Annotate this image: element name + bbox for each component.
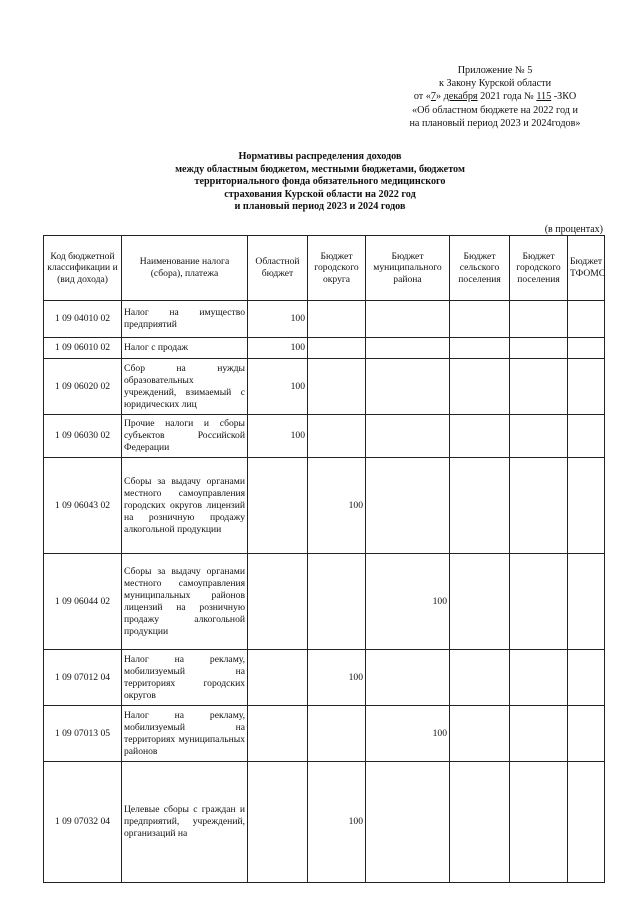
oblast-cell: 100 <box>248 338 308 359</box>
mun-rayon-cell <box>366 415 450 458</box>
tfoms-cell <box>568 762 605 883</box>
annex-header <box>380 64 610 130</box>
tfoms-cell <box>568 301 605 338</box>
code-cell: 1 09 06043 02 <box>44 458 122 554</box>
code-cell: 1 09 06020 02 <box>44 359 122 415</box>
selsk-cell <box>450 338 510 359</box>
gorod-pos-cell <box>510 650 568 706</box>
table-row <box>44 458 605 554</box>
title-line-1: Нормативы распределения доходов <box>238 151 402 162</box>
title-line-2: между областным бюджетом, местными бюджетами, бюджетом <box>175 163 465 175</box>
gor-okrug-cell <box>308 359 366 415</box>
mun-rayon-cell <box>366 338 450 359</box>
table-row <box>44 338 605 359</box>
title-line-4: страхования Курской области на 2022 год <box>224 188 416 200</box>
tfoms-cell <box>568 458 605 554</box>
oblast-cell <box>248 706 308 762</box>
gor-okrug-cell <box>308 415 366 458</box>
code-cell: 1 09 07032 04 <box>44 762 122 883</box>
table-row <box>44 706 605 762</box>
gor-okrug-cell <box>308 301 366 338</box>
name-cell: Целевые сборы с граждан и предприятий, учреждений, организаций на <box>122 762 248 883</box>
norms-table <box>43 235 605 883</box>
gorod-pos-cell <box>510 706 568 762</box>
annex-line-4: «Об областном бюджете на 2022 год и <box>412 104 578 116</box>
oblast-cell: 100 <box>248 415 308 458</box>
annex-date-prefix: от « <box>413 91 431 103</box>
mun-rayon-cell <box>366 458 450 554</box>
annex-date-year: 2021 года № <box>477 91 537 103</box>
table-row <box>44 301 605 338</box>
mun-rayon-cell <box>366 762 450 883</box>
selsk-cell <box>450 706 510 762</box>
header-oblast: Областной бюджет <box>248 236 308 301</box>
gor-okrug-cell <box>308 338 366 359</box>
oblast-cell <box>248 458 308 554</box>
gor-okrug-cell <box>308 554 366 650</box>
code-cell: 1 09 04010 02 <box>44 301 122 338</box>
selsk-cell <box>450 554 510 650</box>
annex-line-1: Приложение № 5 <box>457 65 533 76</box>
header-mun-rayon: Бюджет муниципального района <box>366 236 450 301</box>
table-row <box>44 359 605 415</box>
tfoms-cell <box>568 706 605 762</box>
oblast-cell: 100 <box>248 359 308 415</box>
gor-okrug-cell: 100 <box>308 650 366 706</box>
table-row <box>44 415 605 458</box>
tfoms-cell <box>568 554 605 650</box>
header-gorod-pos: Бюджет городского поселения <box>510 236 568 301</box>
annex-line-2: к Закону Курской области <box>438 78 552 90</box>
selsk-cell <box>450 458 510 554</box>
annex-line-5: на плановый период 2023 и 2024годов» <box>409 117 581 129</box>
oblast-cell <box>248 762 308 883</box>
table-row <box>44 650 605 706</box>
name-cell: Сборы за выдачу органами местного самоуправления муниципальных районов лицензий на розничную продажу алкогольной продукции <box>122 554 248 650</box>
annex-law-suffix: -ЗКО <box>551 91 577 103</box>
oblast-cell: 100 <box>248 301 308 338</box>
selsk-cell <box>450 762 510 883</box>
header-name: Наименование налога (сбора), платежа <box>122 236 248 301</box>
selsk-cell <box>450 301 510 338</box>
name-cell: Налог на рекламу, мобилизуемый на территориях городских округов <box>122 650 248 706</box>
title-line-5: и плановый период 2023 и 2024 годов <box>234 201 406 213</box>
code-cell: 1 09 06044 02 <box>44 554 122 650</box>
mun-rayon-cell <box>366 650 450 706</box>
gorod-pos-cell <box>510 554 568 650</box>
table-header-row <box>44 236 605 301</box>
gorod-pos-cell <box>510 415 568 458</box>
annex-line-3 <box>380 90 610 103</box>
gor-okrug-cell <box>308 706 366 762</box>
gorod-pos-cell <box>510 458 568 554</box>
selsk-cell <box>450 415 510 458</box>
mun-rayon-cell: 100 <box>366 554 450 650</box>
tfoms-cell <box>568 338 605 359</box>
mun-rayon-cell <box>366 359 450 415</box>
selsk-cell <box>450 650 510 706</box>
name-cell: Прочие налоги и сборы субъектов Российской Федерации <box>122 415 248 458</box>
gor-okrug-cell: 100 <box>308 762 366 883</box>
oblast-cell <box>248 554 308 650</box>
selsk-cell <box>450 359 510 415</box>
oblast-cell <box>248 650 308 706</box>
annex-date-mid: » <box>435 91 444 103</box>
name-cell: Налог на рекламу, мобилизуемый на территориях муниципальных районов <box>122 706 248 762</box>
header-selsk: Бюджет сельского поселения <box>450 236 510 301</box>
title-line-3: территориального фонда обязательного медицинского <box>194 176 446 188</box>
tfoms-cell <box>568 359 605 415</box>
annex-law-number: 115 <box>536 91 552 103</box>
table-row <box>44 762 605 883</box>
code-cell: 1 09 06030 02 <box>44 415 122 458</box>
mun-rayon-cell: 100 <box>366 706 450 762</box>
tfoms-cell <box>568 415 605 458</box>
gor-okrug-cell: 100 <box>308 458 366 554</box>
document-title <box>150 151 490 214</box>
mun-rayon-cell <box>366 301 450 338</box>
name-cell: Налог с продаж <box>122 338 248 359</box>
name-cell: Сбор на нужды образовательных учреждений, взимаемый с юридических лиц <box>122 359 248 415</box>
code-cell: 1 09 06010 02 <box>44 338 122 359</box>
unit-note: (в процентах) <box>544 224 603 235</box>
header-code: Код бюджетной классификации и (вид дохода) <box>44 236 122 301</box>
table-row <box>44 554 605 650</box>
code-cell: 1 09 07012 04 <box>44 650 122 706</box>
header-tfoms: Бюджет ТФОМС <box>568 236 605 301</box>
gorod-pos-cell <box>510 301 568 338</box>
gorod-pos-cell <box>510 762 568 883</box>
name-cell: Налог на имущество предприятий <box>122 301 248 338</box>
gorod-pos-cell <box>510 338 568 359</box>
tfoms-cell <box>568 650 605 706</box>
annex-date-day: 7 <box>430 91 436 103</box>
name-cell: Сборы за выдачу органами местного самоуправления городских округов лицензий на розничную продажу алкогольной продукции <box>122 458 248 554</box>
header-gor-okrug: Бюджет городского округа <box>308 236 366 301</box>
gorod-pos-cell <box>510 359 568 415</box>
annex-date-month: декабря <box>443 91 478 103</box>
code-cell: 1 09 07013 05 <box>44 706 122 762</box>
